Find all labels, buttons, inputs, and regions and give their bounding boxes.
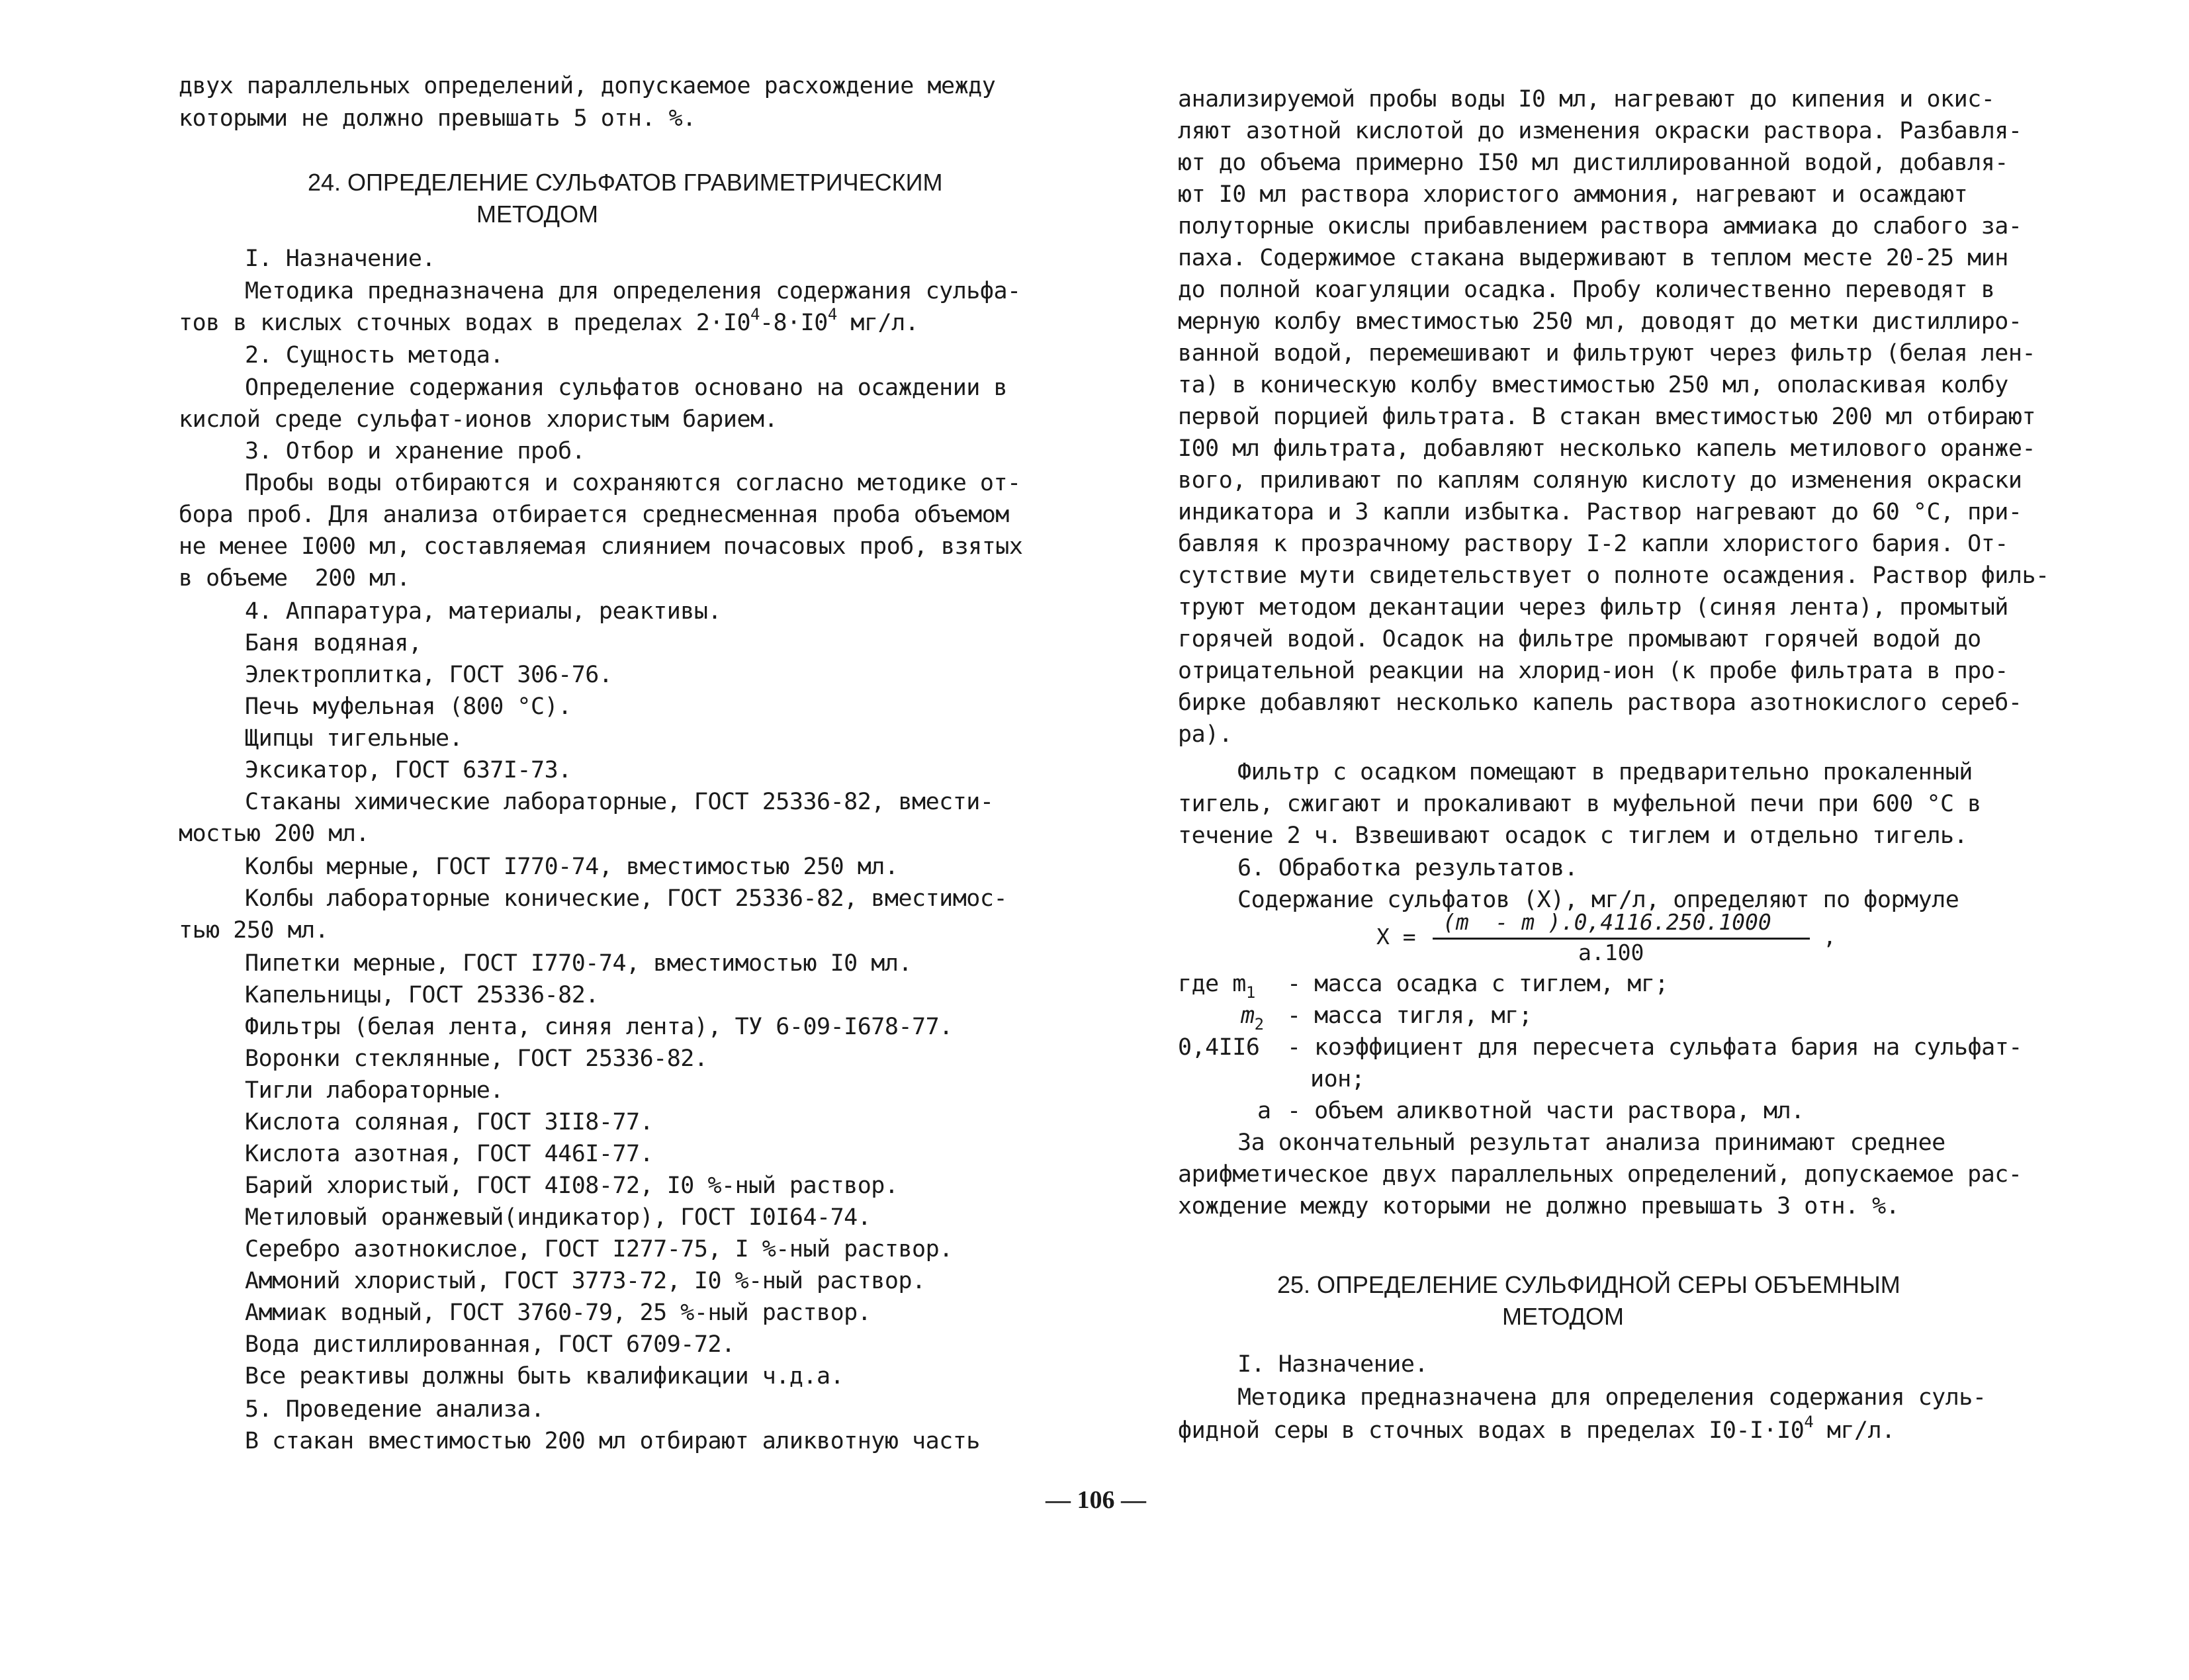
list-item: Стаканы химические лабораторные, ГОСТ 25336-82, вмести- xyxy=(245,789,994,815)
list-item: Кислота азотная, ГОСТ 446I-77. xyxy=(245,1141,654,1167)
variable-symbol: а xyxy=(1257,1098,1271,1124)
variable-description: - масса тигля, мг; xyxy=(1287,1002,1533,1029)
right-page xyxy=(1178,0,2049,1680)
list-item: Барий хлористый, ГОСТ 4I08-72, I0 %-ный раствор. xyxy=(245,1172,899,1199)
paragraph-line: Методика предназначена для определения содержания суль- xyxy=(1237,1384,1987,1411)
formula-numerator: (m - m ).0,4116.250.1000 xyxy=(1443,909,1771,935)
list-item: Электроплитка, ГОСТ 306-76. xyxy=(245,662,613,688)
list-item: Печь муфельная (800 °С). xyxy=(245,693,572,720)
paragraph-line: анализируемой пробы воды I0 мл, нагревают до кипения и окис- xyxy=(1178,86,1995,112)
list-item: Тигли лабораторные. xyxy=(245,1077,504,1104)
subsection-title: 3. Отбор и хранение проб. xyxy=(245,438,586,464)
list-item: Баня водяная, xyxy=(245,630,422,656)
formula-denominator: a.100 xyxy=(1578,940,1644,965)
variable-symbol: 0,4II6 xyxy=(1178,1034,1260,1061)
variable-symbol: где $m_1$ xyxy=(1178,971,1255,1002)
list-item: Колбы мерные, ГОСТ I770-74, вместимостью 250 мл. xyxy=(245,854,899,880)
list-item: Капельницы, ГОСТ 25336-82. xyxy=(245,982,599,1008)
intro-line: двух параллельных определений, допускаемое расхождение между xyxy=(179,73,996,99)
list-item-cont: мостью 200 мл. xyxy=(179,820,370,847)
list-item: Эксикатор, ГОСТ 637I-73. xyxy=(245,757,572,783)
paragraph-line: горячей водой. Осадок на фильтре промывают горячей водой до xyxy=(1178,626,1981,652)
paragraph-line: сутствие мути свидетельствует о полноте осаждения. Раствор филь- xyxy=(1178,562,2049,589)
paragraph-line: I00 мл фильтрата, добавляют несколько капель метилового оранже- xyxy=(1178,435,2036,462)
paragraph-line: мерную колбу вместимостью 250 мл, доводят до метки дистиллиро- xyxy=(1178,308,2022,335)
subsection-title: 2. Сущность метода. xyxy=(245,342,504,369)
intro-line: которыми не должно превышать 5 отн. %. xyxy=(179,105,696,132)
paragraph-line: Методика предназначена для определения содержания сульфа- xyxy=(245,278,1021,304)
variable-symbol: $m_2$ xyxy=(1241,1002,1264,1034)
paragraph-line: отрицательной реакции на хлорид-ион (к пробе фильтрата в про- xyxy=(1178,658,2008,684)
list-item: Аммоний хлористый, ГОСТ 3773-72, I0 %-ный раствор. xyxy=(245,1268,926,1294)
section-24-heading: 24. ОПРЕДЕЛЕНИЕ СУЛЬФАТОВ ГРАВИМЕТРИЧЕСКИМ xyxy=(308,169,943,196)
paragraph-line: Содержание сульфатов (Х), мг/л, определяют по формуле xyxy=(1237,887,1959,913)
paragraph-line: кислой среде сульфат-ионов хлористым барием. xyxy=(179,406,778,433)
paragraph-line: ляют азотной кислотой до изменения окраски раствора. Разбавля- xyxy=(1178,118,2022,144)
subsection-title: I. Назначение. xyxy=(245,245,436,272)
paragraph-line: ют до объема примерно I50 мл дистиллированной водой, добавля- xyxy=(1178,150,2008,176)
paragraph-line: та) в коническую колбу вместимостью 250 мл, ополаскивая колбу xyxy=(1178,372,2008,398)
paragraph-line: бавляя к прозрачному раствору I-2 капли хлористого бария. От- xyxy=(1178,531,2008,557)
paragraph-line: ют I0 мл раствора хлористого аммония, нагревают и осаждают xyxy=(1178,181,1968,208)
paragraph-line: вого, приливают по каплям соляную кислоту до изменения окраски xyxy=(1178,467,2022,494)
page-number: — 106 — xyxy=(1046,1486,1146,1514)
paragraph-line: бирке добавляют несколько капель раствора азотнокислого сереб- xyxy=(1178,689,2022,716)
subsection-title: I. Назначение. xyxy=(1237,1351,1429,1378)
paragraph-line: В стакан вместимостью 200 мл отбирают аликвотную часть xyxy=(245,1428,980,1454)
variable-description: - масса осадка с тиглем, мг; xyxy=(1287,971,1669,997)
list-item: Фильтры (белая лента, синяя лента), ТУ 6-09-I678-77. xyxy=(245,1014,953,1040)
list-item: Аммиак водный, ГОСТ 3760-79, 25 %-ный раствор. xyxy=(245,1300,871,1326)
paragraph-line: ра). xyxy=(1178,721,1233,748)
paragraph-line: бора проб. Для анализа отбирается среднесменная проба объемом xyxy=(179,502,1009,528)
list-item: Метиловый оранжевый(индикатор), ГОСТ I0I64-74. xyxy=(245,1204,871,1231)
paragraph-line: полуторные окислы прибавлением раствора аммиака до слабого за- xyxy=(1178,213,2022,240)
paragraph-line: хождение между которыми не должно превышать 3 отн. %. xyxy=(1178,1193,1900,1219)
paragraph-line: Фильтр с осадком помещают в предварительно прокаленный xyxy=(1237,759,1973,785)
list-item: Воронки стеклянные, ГОСТ 25336-82. xyxy=(245,1045,708,1072)
list-item: Все реактивы должны быть квалификации ч.д.а. xyxy=(245,1363,844,1390)
paragraph-line: паха. Содержимое стакана выдерживают в теплом месте 20-25 мин xyxy=(1178,245,2008,271)
paragraph-line: За окончательный результат анализа принимают среднее xyxy=(1237,1129,1945,1156)
paragraph-line: фидной серы в сточных водах в пределах $I0-I\cdot I0^4$ мг/л. xyxy=(1178,1413,1895,1444)
paragraph-line: тигель, сжигают и прокаливают в муфельной печи при 600 °С в xyxy=(1178,791,1981,817)
list-item: Кислота соляная, ГОСТ 3II8-77. xyxy=(245,1109,654,1135)
list-item-cont: тью 250 мл. xyxy=(179,917,329,944)
paragraph-line: Пробы воды отбираются и сохраняются согласно методике от- xyxy=(245,470,1021,496)
paragraph-line: первой порцией фильтрата. В стакан вместимостью 200 мл отбирают xyxy=(1178,404,2036,430)
list-item: Пипетки мерные, ГОСТ I770-74, вместимостью I0 мл. xyxy=(245,950,913,977)
paragraph-line: Определение содержания сульфатов основано на осаждении в xyxy=(245,375,1008,401)
paragraph-line: труют методом декантации через фильтр (синяя лента), промытый xyxy=(1178,594,2008,621)
variable-description: - объем аликвотной части раствора, мл. xyxy=(1287,1098,1805,1124)
list-item: Щипцы тигельные. xyxy=(245,725,463,752)
paragraph-line: до полной коагуляции осадка. Пробу количественно переводят в xyxy=(1178,277,1995,303)
list-item: Вода дистиллированная, ГОСТ 6709-72. xyxy=(245,1331,735,1358)
paragraph-line: индикатора и 3 капли избытка. Раствор нагревают до 60 °С, при- xyxy=(1178,499,2022,525)
paragraph-line: тов в кислых сточных водах в пределах $2\cdot I0^4-8\cdot I0^4$ мг/л. xyxy=(179,305,919,336)
subsection-title: 5. Проведение анализа. xyxy=(245,1396,545,1423)
section-24-heading-cont: МЕТОДОМ xyxy=(476,200,598,228)
section-25-heading-cont: МЕТОДОМ xyxy=(1502,1303,1624,1330)
paragraph-line: в объеме 200 мл. xyxy=(179,565,410,592)
list-item: Серебро азотнокислое, ГОСТ I277-75, I %-ный раствор. xyxy=(245,1236,953,1262)
section-25-heading: 25. ОПРЕДЕЛЕНИЕ СУЛЬФИДНОЙ СЕРЫ ОБЪЕМНЫМ xyxy=(1277,1271,1900,1298)
formula-lhs: Х = xyxy=(1376,924,1416,950)
variable-description: - коэффициент для пересчета сульфата бария на сульфат- xyxy=(1287,1034,2022,1061)
list-item: Колбы лабораторные конические, ГОСТ 25336-82, вместимос- xyxy=(245,885,1008,912)
paragraph-line: ванной водой, перемешивают и фильтруют через фильтр (белая лен- xyxy=(1178,340,2036,367)
left-page xyxy=(179,0,1023,1680)
paragraph-line: не менее I000 мл, составляемая слиянием почасовых проб, взятых xyxy=(179,533,1023,560)
paragraph-line: арифметическое двух параллельных определений, допускаемое рас- xyxy=(1178,1161,2022,1188)
subsection-title: 6. Обработка результатов. xyxy=(1237,855,1578,881)
variable-description-cont: ион; xyxy=(1310,1066,1365,1092)
formula-comma: , xyxy=(1823,924,1836,950)
subsection-title: 4. Аппаратура, материалы, реактивы. xyxy=(245,598,722,625)
paragraph-line: течение 2 ч. Взвешивают осадок с тиглем и отдельно тигель. xyxy=(1178,822,1968,849)
